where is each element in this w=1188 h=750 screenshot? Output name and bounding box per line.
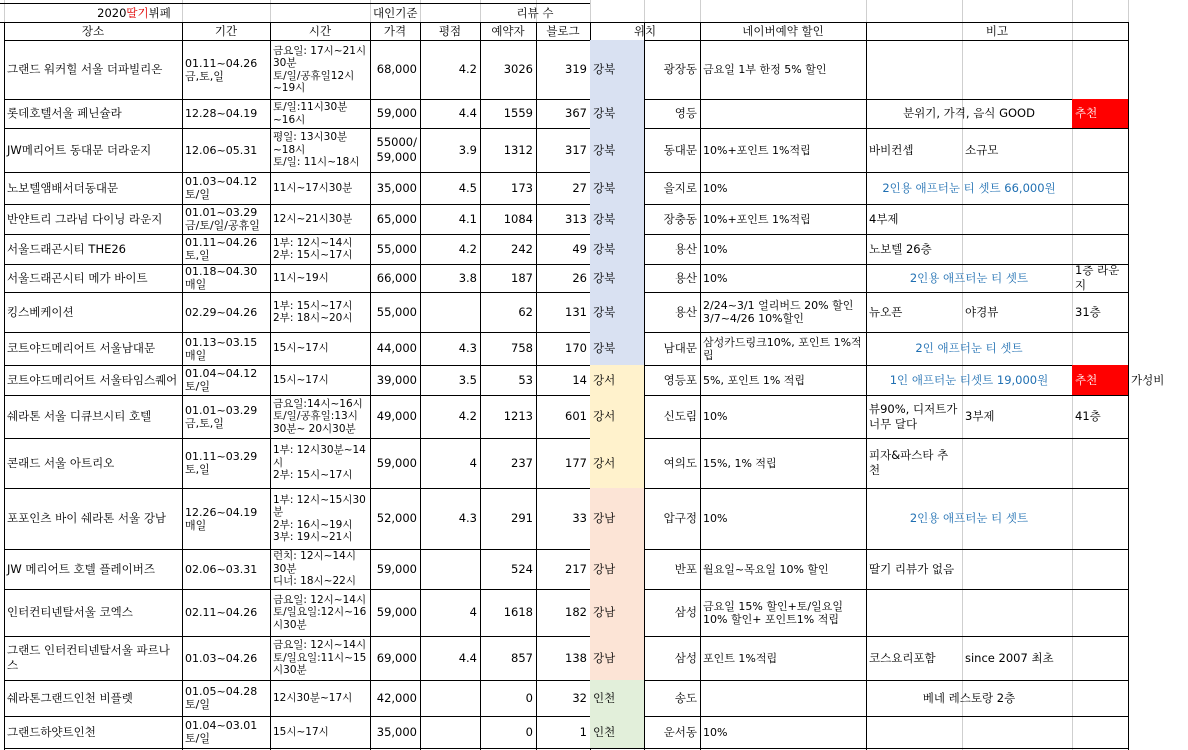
cell-discount[interactable] [700,680,866,716]
cell-n3[interactable] [1072,549,1128,589]
cell-place[interactable]: 코트야드메리어트 서울남대문 [7,341,156,355]
cell-period[interactable]: 02.29~04.26 [185,305,258,319]
cell-reservers[interactable]: 524 [511,561,533,576]
cell-n1[interactable]: 분위기, 가격, 음식 GOOD [903,106,1035,120]
cell-n3[interactable] [1072,128,1128,172]
cell-region[interactable]: 강북 [593,62,616,76]
cell-n2[interactable]: 3부제 [965,409,995,423]
cell-period[interactable]: 01.04~03.01 토/일 [185,719,258,745]
cell-reservers[interactable]: 1559 [503,106,533,120]
cell-n2[interactable] [962,716,1072,748]
cell-blog[interactable]: 601 [565,409,587,423]
cell-discount[interactable]: 월요일~목요일 10% 할인 [703,562,829,576]
cell-blog[interactable]: 33 [572,511,587,525]
title-year: 2020 [97,5,127,20]
cell-region[interactable]: 강북 [593,341,616,355]
cell-period[interactable]: 01.05~04.28 토/일 [185,685,258,711]
cell-area[interactable]: 광장동 [663,62,697,76]
cell-rating[interactable]: 3.5 [458,372,477,387]
cell-period[interactable]: 01.11~03.29 토,일 [185,450,258,476]
cell-area[interactable]: 반포 [674,561,697,576]
cell-price[interactable]: 35,000 [376,180,417,195]
header-time[interactable]: 시간 [308,23,332,38]
cell-n1[interactable]: 4부제 [869,211,899,226]
cell-blog[interactable]: 14 [572,372,587,387]
header-discount[interactable]: 네이버예약 할인 [742,23,824,38]
cell-rating[interactable]: 4.5 [458,180,477,195]
cell-price[interactable]: 59,000 [376,561,417,576]
cell-discount[interactable]: 15%, 1% 적립 [703,456,777,470]
cell-period[interactable]: 01.11~04.26 금,토,일 [185,56,258,83]
cell-region[interactable]: 강북 [593,142,616,157]
cell-region[interactable]: 강북 [593,211,616,226]
cell-time[interactable]: 1부: 12시~15시30분 2부: 16시~19시 3부: 19시~21시 [273,493,366,543]
header-blog[interactable]: 블로그 [546,23,580,38]
header-reservers[interactable]: 예약자 [491,23,525,38]
cell-blog[interactable]: 319 [565,62,587,76]
cell-n2[interactable]: 소규모 [965,142,999,157]
cell-reservers[interactable]: 291 [511,511,533,525]
cell-n3[interactable] [1072,234,1128,264]
cell-n4[interactable]: 가성비 [1131,372,1165,387]
cell-blog[interactable]: 32 [572,690,587,705]
title-strawberry: 딸기 [126,5,149,20]
cell-reservers[interactable]: 1213 [503,409,533,423]
cell-price[interactable]: 42,000 [376,690,417,705]
cell-rating[interactable]: 4.4 [458,650,477,665]
cell-n3[interactable] [1072,589,1128,636]
cell-n4[interactable] [1128,716,1188,748]
cell-place[interactable]: 쉐라톤 서울 디큐브시티 호텔 [7,409,152,423]
cell-period[interactable]: 01.03~04.12 토/일 [185,175,258,201]
cell-discount[interactable]: 10% [703,181,728,195]
cell-price[interactable]: 66,000 [376,270,417,285]
cell-n3[interactable] [1072,716,1128,748]
cell-place[interactable]: 인터컨티넨탈서울 코엑스 [7,605,133,619]
cell-n4[interactable] [1128,128,1188,172]
cell-n1[interactable]: 바비컨셉 [869,142,914,157]
cell-discount[interactable]: 금요일 1부 한정 5% 할인 [703,63,827,76]
cell-n1[interactable]: 1인 애프터눈 티셋트 19,000원 [889,372,1049,387]
cell-period[interactable]: 01.01~03.29 금/토/일/공휴일 [185,206,260,232]
cell-blog[interactable]: 27 [572,180,587,195]
cell-reservers[interactable]: 62 [518,304,533,319]
cell-n1[interactable]: 2인용 애프터눈 티 셋트 66,000원 [882,180,1056,195]
cell-area[interactable]: 삼성 [674,650,697,665]
cell-reservers[interactable]: 53 [518,372,533,387]
cell-blog[interactable]: 26 [572,270,587,285]
cell-n4[interactable] [1128,292,1188,332]
cell-rating[interactable]: 3.9 [458,142,477,157]
cell-region[interactable]: 강북 [593,106,616,120]
cell-reservers[interactable]: 187 [511,270,533,285]
cell-price[interactable]: 68,000 [376,62,417,76]
cell-blog[interactable]: 131 [565,304,587,319]
cell-reservers[interactable]: 1312 [503,142,533,157]
cell-n3[interactable] [1072,204,1128,234]
cell-rating[interactable]: 3.8 [458,270,477,285]
cell-region[interactable]: 강남 [593,511,616,525]
cell-reservers[interactable]: 0 [525,690,533,705]
cell-n1[interactable]: 뷰90%, 디저트가 너무 달다 [869,401,958,431]
cell-period[interactable]: 01.01~03.29 금,토,일 [185,403,258,430]
cell-n2[interactable] [962,234,1072,264]
cell-rating[interactable]: 4.2 [458,62,477,76]
cell-n3[interactable] [1072,636,1128,680]
cell-rating[interactable]: 4.4 [458,106,477,120]
cell-n4[interactable] [1128,395,1188,438]
cell-place[interactable]: 코트야드메리어트 서울타임스퀘어 [7,372,178,387]
cell-time[interactable]: 토/일:11시30분~16시 [273,101,348,126]
cell-rating[interactable]: 4.2 [458,409,477,423]
cell-n3[interactable] [1072,40,1128,99]
cell-blog[interactable]: 49 [572,241,587,256]
cell-price[interactable]: 44,000 [376,341,417,355]
cell-price[interactable]: 55000/ 59,000 [376,135,417,164]
header-location[interactable]: 위치 [633,23,657,38]
cell-time[interactable]: 금요일:14시~16시 토/일/공휴일:13시30분~ 20시30분 [273,397,363,435]
cell-n1[interactable] [866,589,962,636]
cell-rating[interactable] [420,549,480,589]
cell-n1[interactable]: 딸기 리뷰가 없음 [869,561,955,576]
cell-price[interactable]: 69,000 [376,650,417,665]
cell-place[interactable]: 그랜드하얏트인천 [7,724,96,739]
cell-region[interactable]: 강서 [593,409,616,423]
cell-region[interactable]: 강남 [593,650,616,665]
cell-time[interactable]: 15시~17시 [273,342,329,355]
cell-period[interactable]: 12.26~04.19 매일 [185,505,258,532]
cell-n2[interactable] [962,589,1072,636]
cell-place[interactable]: JW 메리어트 호텔 플레이버즈 [7,561,155,576]
cell-n1[interactable]: 2인용 애프터눈 티 셋트 [909,270,1029,285]
cell-area[interactable]: 삼성 [674,605,697,619]
cell-place[interactable]: 포포인츠 바이 쉐라톤 서울 강남 [7,511,167,525]
cell-rating[interactable]: 4.3 [458,511,477,525]
cell-region[interactable]: 강서 [593,372,616,387]
cell-area[interactable]: 남대문 [663,341,697,355]
cell-reservers[interactable]: 857 [511,650,533,665]
cell-reservers[interactable]: 242 [511,241,533,256]
cell-n1[interactable] [866,40,962,99]
cell-rating[interactable] [420,680,480,716]
cell-reservers[interactable]: 3026 [503,62,533,76]
cell-time[interactable]: 11시~17시30분 [273,181,353,194]
adult-basis-cell[interactable]: 대인기준 [373,5,418,20]
title-buffet: 뷔페 [148,5,171,20]
cell-time[interactable]: 11시~19시 [273,271,329,284]
cell-discount[interactable]: 10% [703,725,728,739]
cell-area[interactable]: 영등포 [663,372,697,387]
cell-discount[interactable]: 10% [703,410,728,423]
cell-price[interactable]: 65,000 [376,211,417,226]
cell-region[interactable]: 강북 [593,180,616,195]
cell-n4[interactable] [1128,549,1188,589]
cell-place[interactable]: 반얀트리 그라넘 다이닝 라운지 [7,211,163,226]
cell-area[interactable]: 용산 [674,270,697,285]
cell-place[interactable]: 롯데호텔서울 페닌슐라 [7,106,122,120]
cell-discount[interactable]: 10% [703,242,728,256]
cell-n1[interactable]: 피자&파스타 추천 [869,448,949,477]
cell-n3[interactable]: 41층 [1075,409,1101,423]
cell-time[interactable]: 1부: 12시~14시 2부: 15시~17시 [273,236,353,261]
header-place[interactable]: 장소 [81,23,105,38]
cell-discount[interactable]: 포인트 1%적립 [703,651,778,665]
cell-area[interactable]: 여의도 [663,455,697,470]
cell-place[interactable]: 킹스베케이션 [7,304,74,319]
cell-area[interactable]: 용산 [674,241,697,256]
cell-n2[interactable] [962,549,1072,589]
cell-blog[interactable]: 317 [565,142,587,157]
cell-region[interactable]: 강북 [593,270,616,285]
cell-n4[interactable] [1128,40,1188,99]
cell-discount[interactable]: 삼성카드링크10%, 포인트 1%적립 [703,335,862,362]
cell-discount[interactable]: 금요일 15% 할인+토/일요일 10% 할인+ 포인트1% 적립 [703,599,843,626]
cell-price[interactable]: 35,000 [376,724,417,739]
cell-n3[interactable]: 추천 [1072,99,1128,128]
cell-n4[interactable] [1128,172,1188,204]
cell-region[interactable]: 강북 [593,241,616,256]
cell-blog[interactable]: 170 [565,341,587,355]
cell-n2[interactable] [962,204,1072,234]
cell-time[interactable]: 15시~17시 [273,725,329,738]
cell-period[interactable]: 12.06~05.31 [185,143,258,157]
cell-rating[interactable]: 4.1 [458,211,477,226]
cell-n1[interactable]: 노보텔 26층 [869,241,932,256]
cell-discount[interactable] [700,99,866,128]
cell-area[interactable]: 운서동 [663,724,697,739]
cell-reservers[interactable]: 173 [511,180,533,195]
cell-price[interactable]: 52,000 [376,511,417,525]
cell-n4[interactable] [1128,234,1188,264]
cell-time[interactable]: 12시~21시30분 [273,212,353,225]
cell-time[interactable]: 런치: 12시~14시30분 디너: 18시~22시 [273,550,356,588]
cell-area[interactable]: 장충동 [663,211,697,226]
cell-n1[interactable]: 2인 애프터눈 티 셋트 [915,341,1023,355]
cell-n2[interactable]: since 2007 최초 [965,650,1054,665]
cell-rating[interactable]: 4 [469,605,477,619]
cell-blog[interactable]: 217 [565,561,587,576]
cell-n4[interactable] [1128,680,1188,716]
cell-n4[interactable] [1128,204,1188,234]
cell-reservers[interactable]: 1084 [503,211,533,226]
cell-n4[interactable] [1128,488,1188,549]
cell-n4[interactable] [1128,438,1188,488]
cell-time[interactable]: 15시~17시 [273,373,329,386]
cell-n3[interactable] [1072,438,1128,488]
cell-period[interactable]: 02.11~04.26 [185,606,258,619]
cell-time[interactable]: 금요일: 12시~14시 토/일요일:11시~15시30분 [273,639,367,677]
cell-area[interactable]: 압구정 [663,511,697,525]
cell-region[interactable]: 강남 [593,561,616,576]
cell-blog[interactable]: 182 [565,605,587,619]
header-rating[interactable]: 평점 [438,23,462,38]
cell-area[interactable]: 신도림 [663,409,697,423]
cell-n4[interactable] [1128,99,1188,128]
cell-n4[interactable] [1128,636,1188,680]
cell-rating[interactable]: 4.2 [458,241,477,256]
cell-blog[interactable]: 177 [565,455,587,470]
cell-n3[interactable] [1072,488,1128,549]
cell-n3[interactable] [1072,172,1128,204]
cell-reservers[interactable]: 237 [511,455,533,470]
cell-price[interactable]: 55,000 [376,304,417,319]
cell-place[interactable]: JW메리어트 동대문 더라운지 [7,142,152,157]
header-note[interactable]: 비고 [985,23,1009,38]
cell-period[interactable]: 02.06~03.31 [185,562,258,576]
cell-area[interactable]: 용산 [674,304,697,319]
cell-reservers[interactable]: 758 [511,341,533,355]
cell-place[interactable]: 서울드래곤시티 THE26 [7,241,126,256]
title-cell[interactable] [0,4,268,22]
cell-discount[interactable]: 10% [703,271,728,285]
cell-n3[interactable]: 31층 [1075,304,1101,319]
cell-n1[interactable] [866,716,962,748]
cell-price[interactable]: 59,000 [376,106,417,120]
cell-area[interactable]: 동대문 [663,142,697,157]
cell-n4[interactable] [1128,589,1188,636]
header-period[interactable]: 기간 [214,23,238,38]
cell-n3[interactable]: 추천 [1072,365,1128,395]
cell-rating[interactable]: 4.3 [458,341,477,355]
cell-n2[interactable] [962,438,1072,488]
cell-region[interactable]: 인천 [593,690,616,705]
cell-n1[interactable]: 2인용 애프터눈 티 셋트 [909,511,1029,525]
cell-region[interactable]: 강서 [593,455,616,470]
cell-blog[interactable]: 313 [565,211,587,226]
cell-region[interactable]: 인천 [593,724,616,739]
cell-place[interactable]: 노보텔앰배서더동대문 [7,180,119,195]
cell-place[interactable]: 서울드래곤시티 메가 바이트 [7,270,148,285]
cell-period[interactable]: 01.13~03.15 매일 [185,335,258,362]
cell-n3[interactable] [1072,332,1128,365]
cell-price[interactable]: 55,000 [376,241,417,256]
cell-price[interactable]: 49,000 [376,409,417,423]
review-count-cell[interactable]: 리뷰 수 [516,5,554,20]
cell-rating[interactable] [420,292,480,332]
cell-area[interactable]: 영등 [674,106,697,120]
cell-period[interactable]: 01.18~04.30 매일 [185,265,258,291]
header-price[interactable]: 가격 [383,23,407,38]
cell-time[interactable]: 평일: 13시30분~18시 토/일: 11시~18시 [273,131,360,169]
cell-discount[interactable]: 10%+포인트 1%적립 [703,212,811,226]
cell-period[interactable]: 01.11~04.26 토,일 [185,236,258,262]
cell-discount[interactable]: 10% [703,512,728,525]
cell-time[interactable]: 금요일: 12시~14시 토/일요일:12시~16시30분 [273,593,367,631]
grid-line [4,748,1128,749]
cell-reservers[interactable]: 1618 [503,605,533,619]
cell-n2[interactable] [962,40,1072,99]
cell-period[interactable]: 01.03~04.26 [185,651,258,665]
cell-time[interactable]: 1부: 12시30분~14시 2부: 15시~17시 [273,444,366,482]
cell-n4[interactable] [1128,264,1188,292]
cell-blog[interactable]: 367 [565,106,587,120]
cell-blog[interactable]: 138 [565,650,587,665]
cell-n1[interactable]: 베네 레스토랑 2층 [922,690,1016,705]
cell-area[interactable]: 송도 [674,690,697,705]
cell-n1[interactable]: 뉴오픈 [869,304,903,319]
cell-period[interactable]: 01.04~04.12 토/일 [185,367,258,393]
cell-region[interactable]: 강북 [593,304,616,319]
cell-blog[interactable]: 1 [579,724,587,739]
cell-discount[interactable]: 10%+포인트 1%적립 [703,143,811,157]
cell-place[interactable]: 콘래드 서울 아트리오 [7,455,115,470]
cell-time[interactable]: 12시30분~17시 [273,691,353,704]
cell-place[interactable]: 그랜드 워커힐 서울 더파빌리온 [7,62,163,76]
cell-n2[interactable]: 야경뷰 [965,304,999,319]
cell-time[interactable]: 1부: 15시~17시 2부: 18시~20시 [273,299,353,324]
cell-time[interactable]: 금요일: 17시~21시30분 토/일/공휴일12시~19시 [273,44,367,94]
cell-period[interactable]: 12.28~04.19 [185,107,258,120]
cell-place[interactable]: 쉐라톤그랜드인천 비플렛 [7,690,133,705]
cell-discount[interactable]: 2/24~3/1 얼리버드 20% 할인 3/7~4/26 10%할인 [703,299,854,325]
cell-rating[interactable]: 4 [469,455,477,470]
cell-place[interactable]: 그랜드 인터컨티넨탈서울 파르나스 [7,643,170,672]
cell-region[interactable]: 강남 [593,605,616,619]
cell-price[interactable]: 59,000 [376,455,417,470]
cell-n1[interactable]: 코스요리포함 [869,650,936,665]
cell-reservers[interactable]: 0 [525,724,533,739]
cell-price[interactable]: 39,000 [376,372,417,387]
cell-n3[interactable]: 1층 라운지 [1075,264,1120,292]
cell-area[interactable]: 을지로 [663,180,697,195]
cell-n3[interactable] [1072,680,1128,716]
cell-discount[interactable]: 5%, 포인트 1% 적립 [703,373,806,387]
cell-price[interactable]: 59,000 [376,605,417,619]
cell-rating[interactable] [420,716,480,748]
cell-n4[interactable] [1128,332,1188,365]
